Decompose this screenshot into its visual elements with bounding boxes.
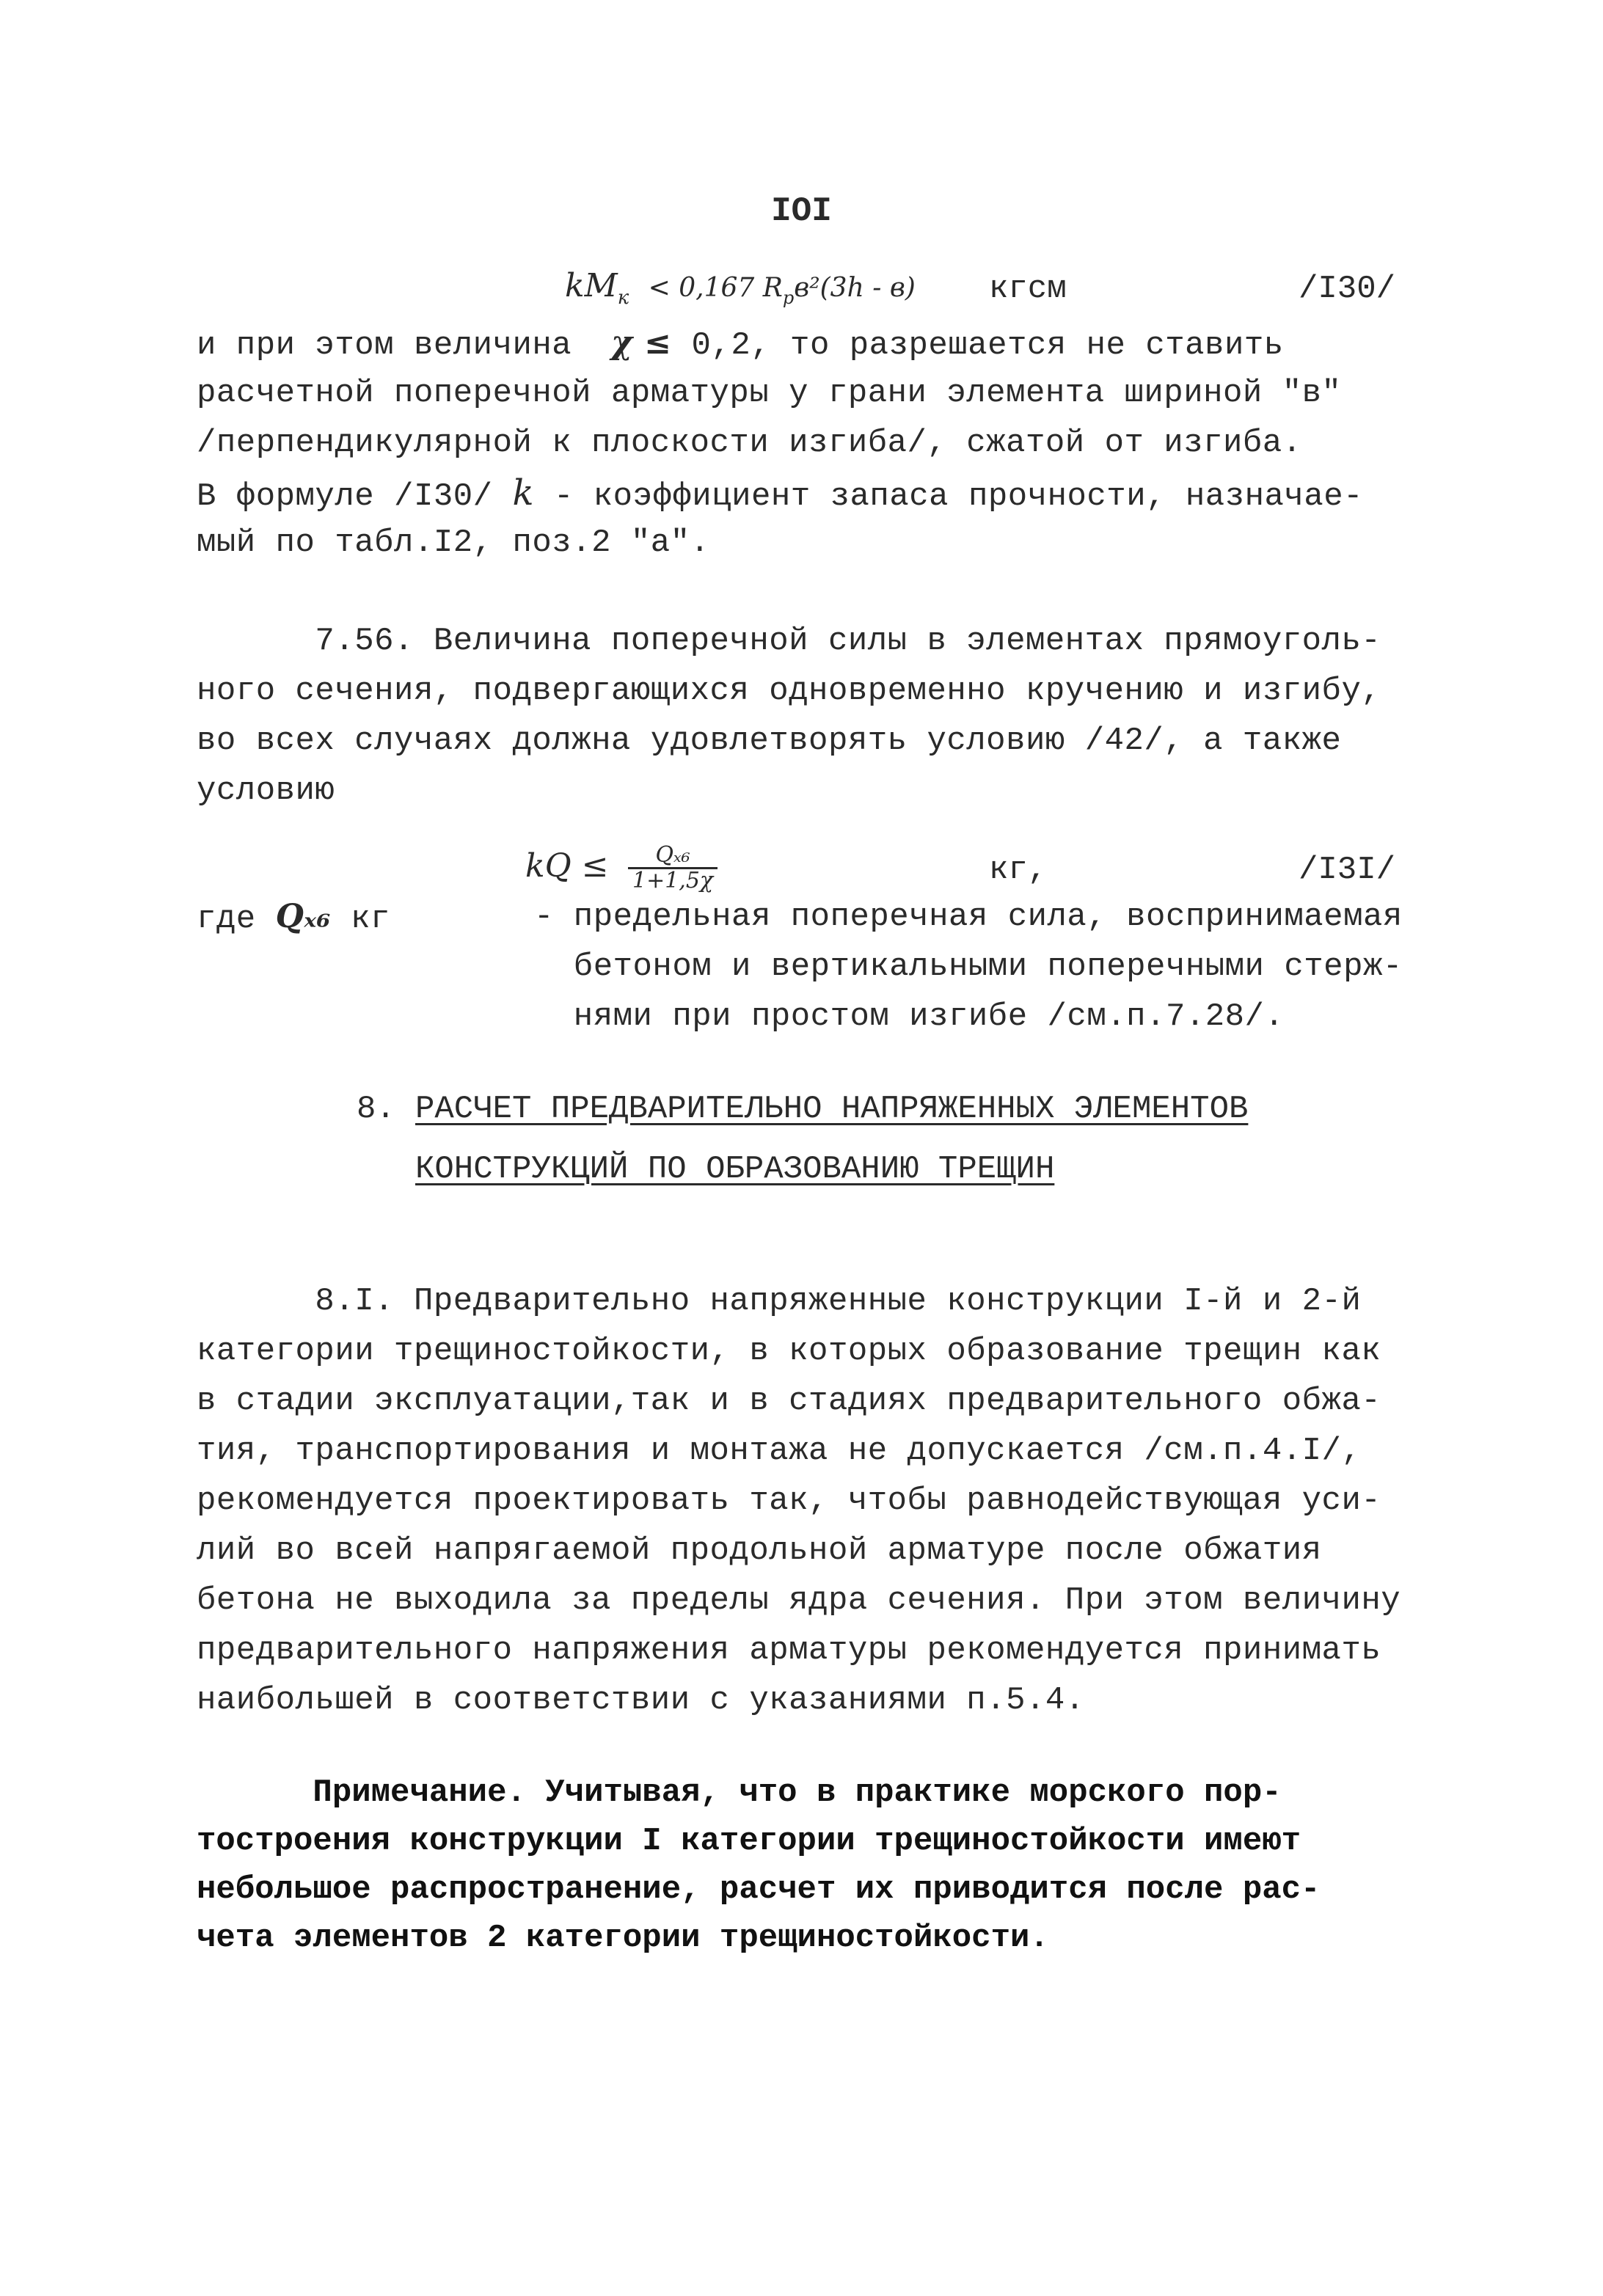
- note-line3: небольшое распространение, расчет их приводится после рас-: [197, 1871, 1321, 1908]
- para3-line6: лий во всей напрягаемой продольной арматуре после обжатия: [197, 1532, 1322, 1569]
- para1-line1-pre: и при этом величина: [197, 327, 611, 364]
- para3-line2: категории трещиностойкости, в которых образование трещин как: [197, 1333, 1381, 1370]
- where-label-post: кг: [331, 901, 390, 937]
- para2-line4: условию: [197, 772, 335, 809]
- page-number: IOI: [771, 192, 832, 230]
- k-symbol: k: [512, 472, 535, 513]
- para3-line3: в стадии эксплуатации,так и в стадиях предварительного обжа-: [197, 1383, 1381, 1419]
- formula-131: [525, 844, 717, 893]
- formula-131-fraction: [628, 844, 717, 893]
- where-line3: нями при простом изгибе /см.п.7.28/.: [534, 998, 1285, 1035]
- para1-line1: [197, 323, 1407, 366]
- note-line2: тостроения конструкции I категории трещиностойкости имеют: [197, 1823, 1301, 1860]
- where-label-pre: где: [197, 901, 276, 937]
- para1-line2: расчетной поперечной арматуры у грани элемента шириной "в": [197, 375, 1342, 412]
- formula-130: [565, 266, 916, 318]
- para3-line9: наибольшей в соответствии с указаниями п.5.4.: [197, 1682, 1085, 1719]
- para1-line4-post: - коэффициент запаса прочности, назначае-: [534, 478, 1364, 515]
- para3-line1: 8.I. Предварительно напряженные конструкции I-й и 2-й: [197, 1283, 1362, 1320]
- section-8-number: 8.: [357, 1091, 415, 1127]
- formula-131-numerator: Qₓ₆: [628, 844, 717, 869]
- formula-131-unit: кг,: [989, 852, 1048, 888]
- q-symbol: Qₓ₆: [275, 898, 332, 935]
- where-label: [197, 896, 490, 940]
- para2-line1: 7.56. Величина поперечной силы в элементах прямоуголь-: [197, 623, 1381, 659]
- para3-line5: рекомендуется проектировать так, чтобы равнодействующая уси-: [197, 1482, 1381, 1519]
- note-line4: чета элементов 2 категории трещиностойкости.: [197, 1920, 1049, 1956]
- formula-130-lhs: kM: [565, 267, 618, 304]
- formula-131-lhs: kQ ≤: [525, 847, 609, 885]
- note-line1: Примечание. Учитывая, что в практике морского пор-: [197, 1774, 1282, 1811]
- formula-130-rhs-sub: p: [782, 287, 795, 308]
- formula-130-unit: кгсм: [989, 271, 1067, 307]
- para3-line7: бетона не выходила за пределы ядра сечения. При этом величину: [197, 1582, 1401, 1619]
- chi-symbol: χ ≤: [611, 324, 672, 362]
- formula-130-rhs: < 0,167 R: [648, 273, 783, 303]
- section-8-title-line2: КОНСТРУКЦИЙ ПО ОБРАЗОВАНИЮ ТРЕЩИН: [415, 1151, 1055, 1188]
- para2-line3: во всех случаях должна удовлетворять условию /42/, а также: [197, 723, 1342, 759]
- para1-line3: /перпендикулярной к плоскости изгиба/, сжатой от изгиба.: [197, 425, 1302, 461]
- formula-130-label: /I30/: [1299, 271, 1396, 307]
- where-line1: - предельная поперечная сила, воспринимаемая: [534, 899, 1403, 935]
- formula-131-denominator: 1+1,5χ: [632, 868, 714, 893]
- para3-line4: тия, транспортирования и монтажа не допускается /см.п.4.I/,: [197, 1433, 1362, 1469]
- section-8-title-line1: РАСЧЕТ ПРЕДВАРИТЕЛЬНО НАПРЯЖЕННЫХ ЭЛЕМЕНТОВ: [415, 1091, 1249, 1127]
- para1-line1-post: 0,2, то разрешается не ставить: [671, 327, 1284, 364]
- para1-line4: [197, 472, 1407, 517]
- para3-line8: предварительного напряжения арматуры рекомендуется принимать: [197, 1632, 1381, 1669]
- where-line2: бетоном и вертикальными поперечными стерж-: [534, 948, 1403, 985]
- para1-line4-pre: В формуле /I30/: [197, 478, 513, 515]
- para2-line2: ного сечения, подвергающихся одновременно кручению и изгибу,: [197, 673, 1381, 709]
- formula-131-label: /I3I/: [1299, 852, 1396, 888]
- para1-line5: мый по табл.I2, поз.2 "а".: [197, 524, 710, 561]
- formula-130-rhs-tail: в²(3h - в): [794, 273, 916, 303]
- formula-130-lhs-sub: к: [617, 286, 629, 309]
